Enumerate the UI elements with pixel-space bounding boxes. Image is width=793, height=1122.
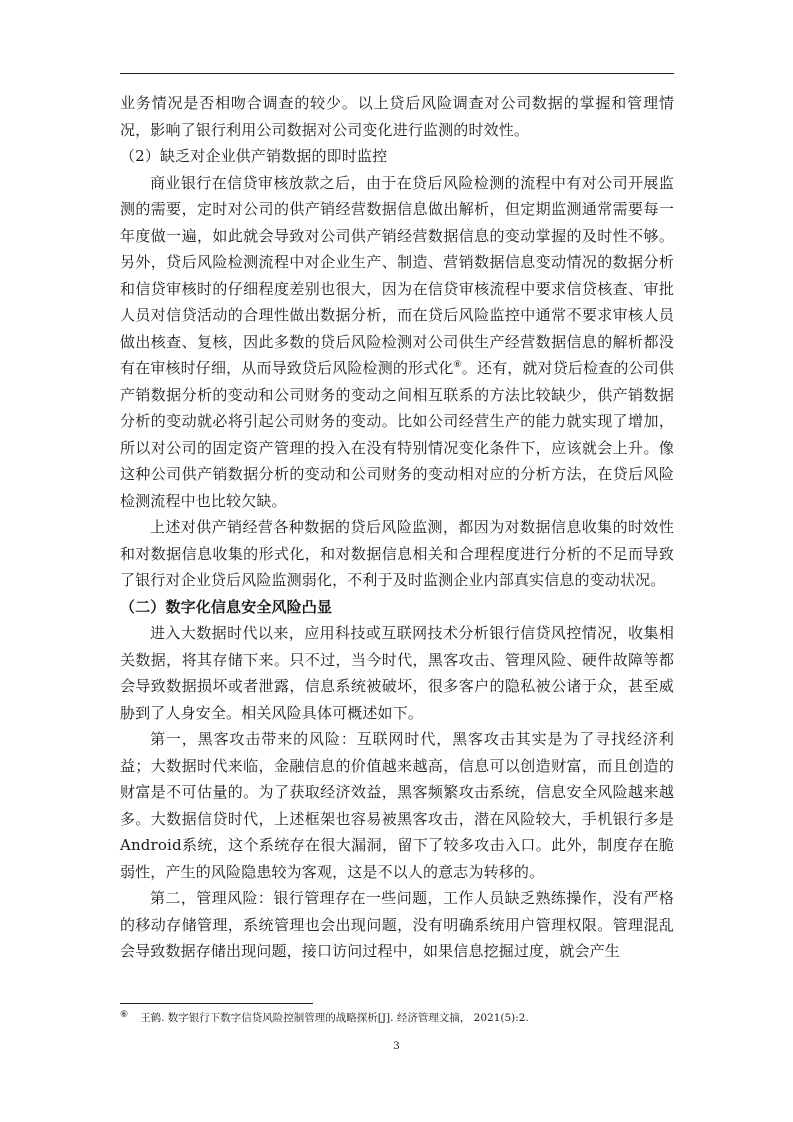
page-number: 3 bbox=[393, 1040, 400, 1052]
footnote-reference[interactable]: ⑥ bbox=[453, 360, 462, 370]
paragraph-continuation: 业务情况是否相吻合调查的较少。以上贷后风险调查对公司数据的掌握和管理情况，影响了银行利用公司数据对公司变化进行监测的时效性。 bbox=[120, 94, 674, 139]
paragraph-management-risk: 第二，管理风险：银行管理存在一些问题，工作人员缺乏熟练操作，没有严格的移动存储管理，系统管理也会出现问题，没有明确系统用户管理权限。管理混乱会导致数据存储出现问题，接口访问过程中，如果信息挖掘过度，就会产生 bbox=[120, 889, 674, 960]
footnote-rule bbox=[120, 1003, 313, 1004]
header-rule bbox=[120, 73, 674, 74]
subheading-supply-production-sales: （2）缺乏对企业供产销数据的即时监控 bbox=[120, 147, 388, 165]
body-text bbox=[120, 90, 674, 965]
paragraph-post-loan-monitoring bbox=[120, 170, 674, 515]
footnote-mark: ⑥ bbox=[120, 1009, 129, 1020]
paragraph-big-data-era: 进入大数据时代以来，应用科技或互联网技术分析银行信贷风控情况，收集相关数据，将其存储下来。只不过，当今时代，黑客攻击、管理风险、硬件故障等都会导致数据损坏或者泄露，信息系统被破坏，很多客户的隐私被公诸于众，甚至威胁到了人身安全。相关风险具体可概述如下。 bbox=[120, 624, 674, 722]
paragraph-monitoring-weakness: 上述对供产销经营各种数据的贷后风险监测，都因为对数据信息收集的时效性和对数据信息收集的形式化，和对数据信息相关和合理程度进行分析的不足而导致了银行对企业贷后风险监测弱化，不利于及时监测企业内部真实信息的变动状况。 bbox=[120, 518, 674, 589]
paragraph-text: 商业银行在信贷审核放款之后，由于在贷后风险检测的流程中有对公司开展监测的需要，定时对公司的供产销经营数据信息做出解析，但定期监测通常需要每一年度做一遍，如此就会导致对公司供产销经营数据信息的变动掌握的及时性不够。另外，贷后风险检测流程中对企业生产、制造、营销数据信息变动情况的数据分析和信贷审核时的仔细程度差别也很大，因为在信贷审核流程中要求信贷核查、审批人员对信贷活动的合理性做出数据分析，而在贷后风险监控中通常不要求审核人员做出核查、复核，因此多数的贷后风险检测对公司供生产经营数据信息的解析都没有在审核时仔细，从而导致贷后风险检测的形式化 bbox=[120, 173, 674, 377]
footnote-text: 王鹤. 数字银行下数字信贷风险控制管理的战略探析[J]. 经济管理文摘， 2021(5):2. bbox=[140, 1012, 529, 1024]
paragraph-hacker-risk: 第一，黑客攻击带来的风险：互联网时代，黑客攻击其实是为了寻找经济利益；大数据时代来临，金融信息的价值越来越高，信息可以创造财富，而且创造的财富是不可估量的。为了获取经济效益，黑客频繁攻击系统，信息安全风险越来越多。大数据信贷时代，上述框架也容易被黑客攻击，潜在风险较大，手机银行多是Android系统，这个系统存在很大漏洞，留下了较多攻击入口。此外，制度存在脆弱性，产生的风险隐患较为客观，这是不以人的意志为转移的。 bbox=[120, 730, 674, 881]
footnote bbox=[120, 1010, 680, 1026]
section-heading-digital-security: （二）数字化信息安全风险凸显 bbox=[120, 597, 333, 616]
paragraph-text-continued: 。还有，就对贷后检查的公司供产销数据分析的变动和公司财务的变动之间相互联系的方法比较缺少，供产销数据分析的变动就必将引起公司财务的变动。比如公司经营生产的能力就实现了增加，所以对公司的固定资产管理的投入在没有特别情况变化条件下，应该就会上升。像这种公司供产销数据分析的变动和公司财务的变动相对应的分析方法，在贷后风险检测流程中也比较欠缺。 bbox=[120, 359, 674, 510]
